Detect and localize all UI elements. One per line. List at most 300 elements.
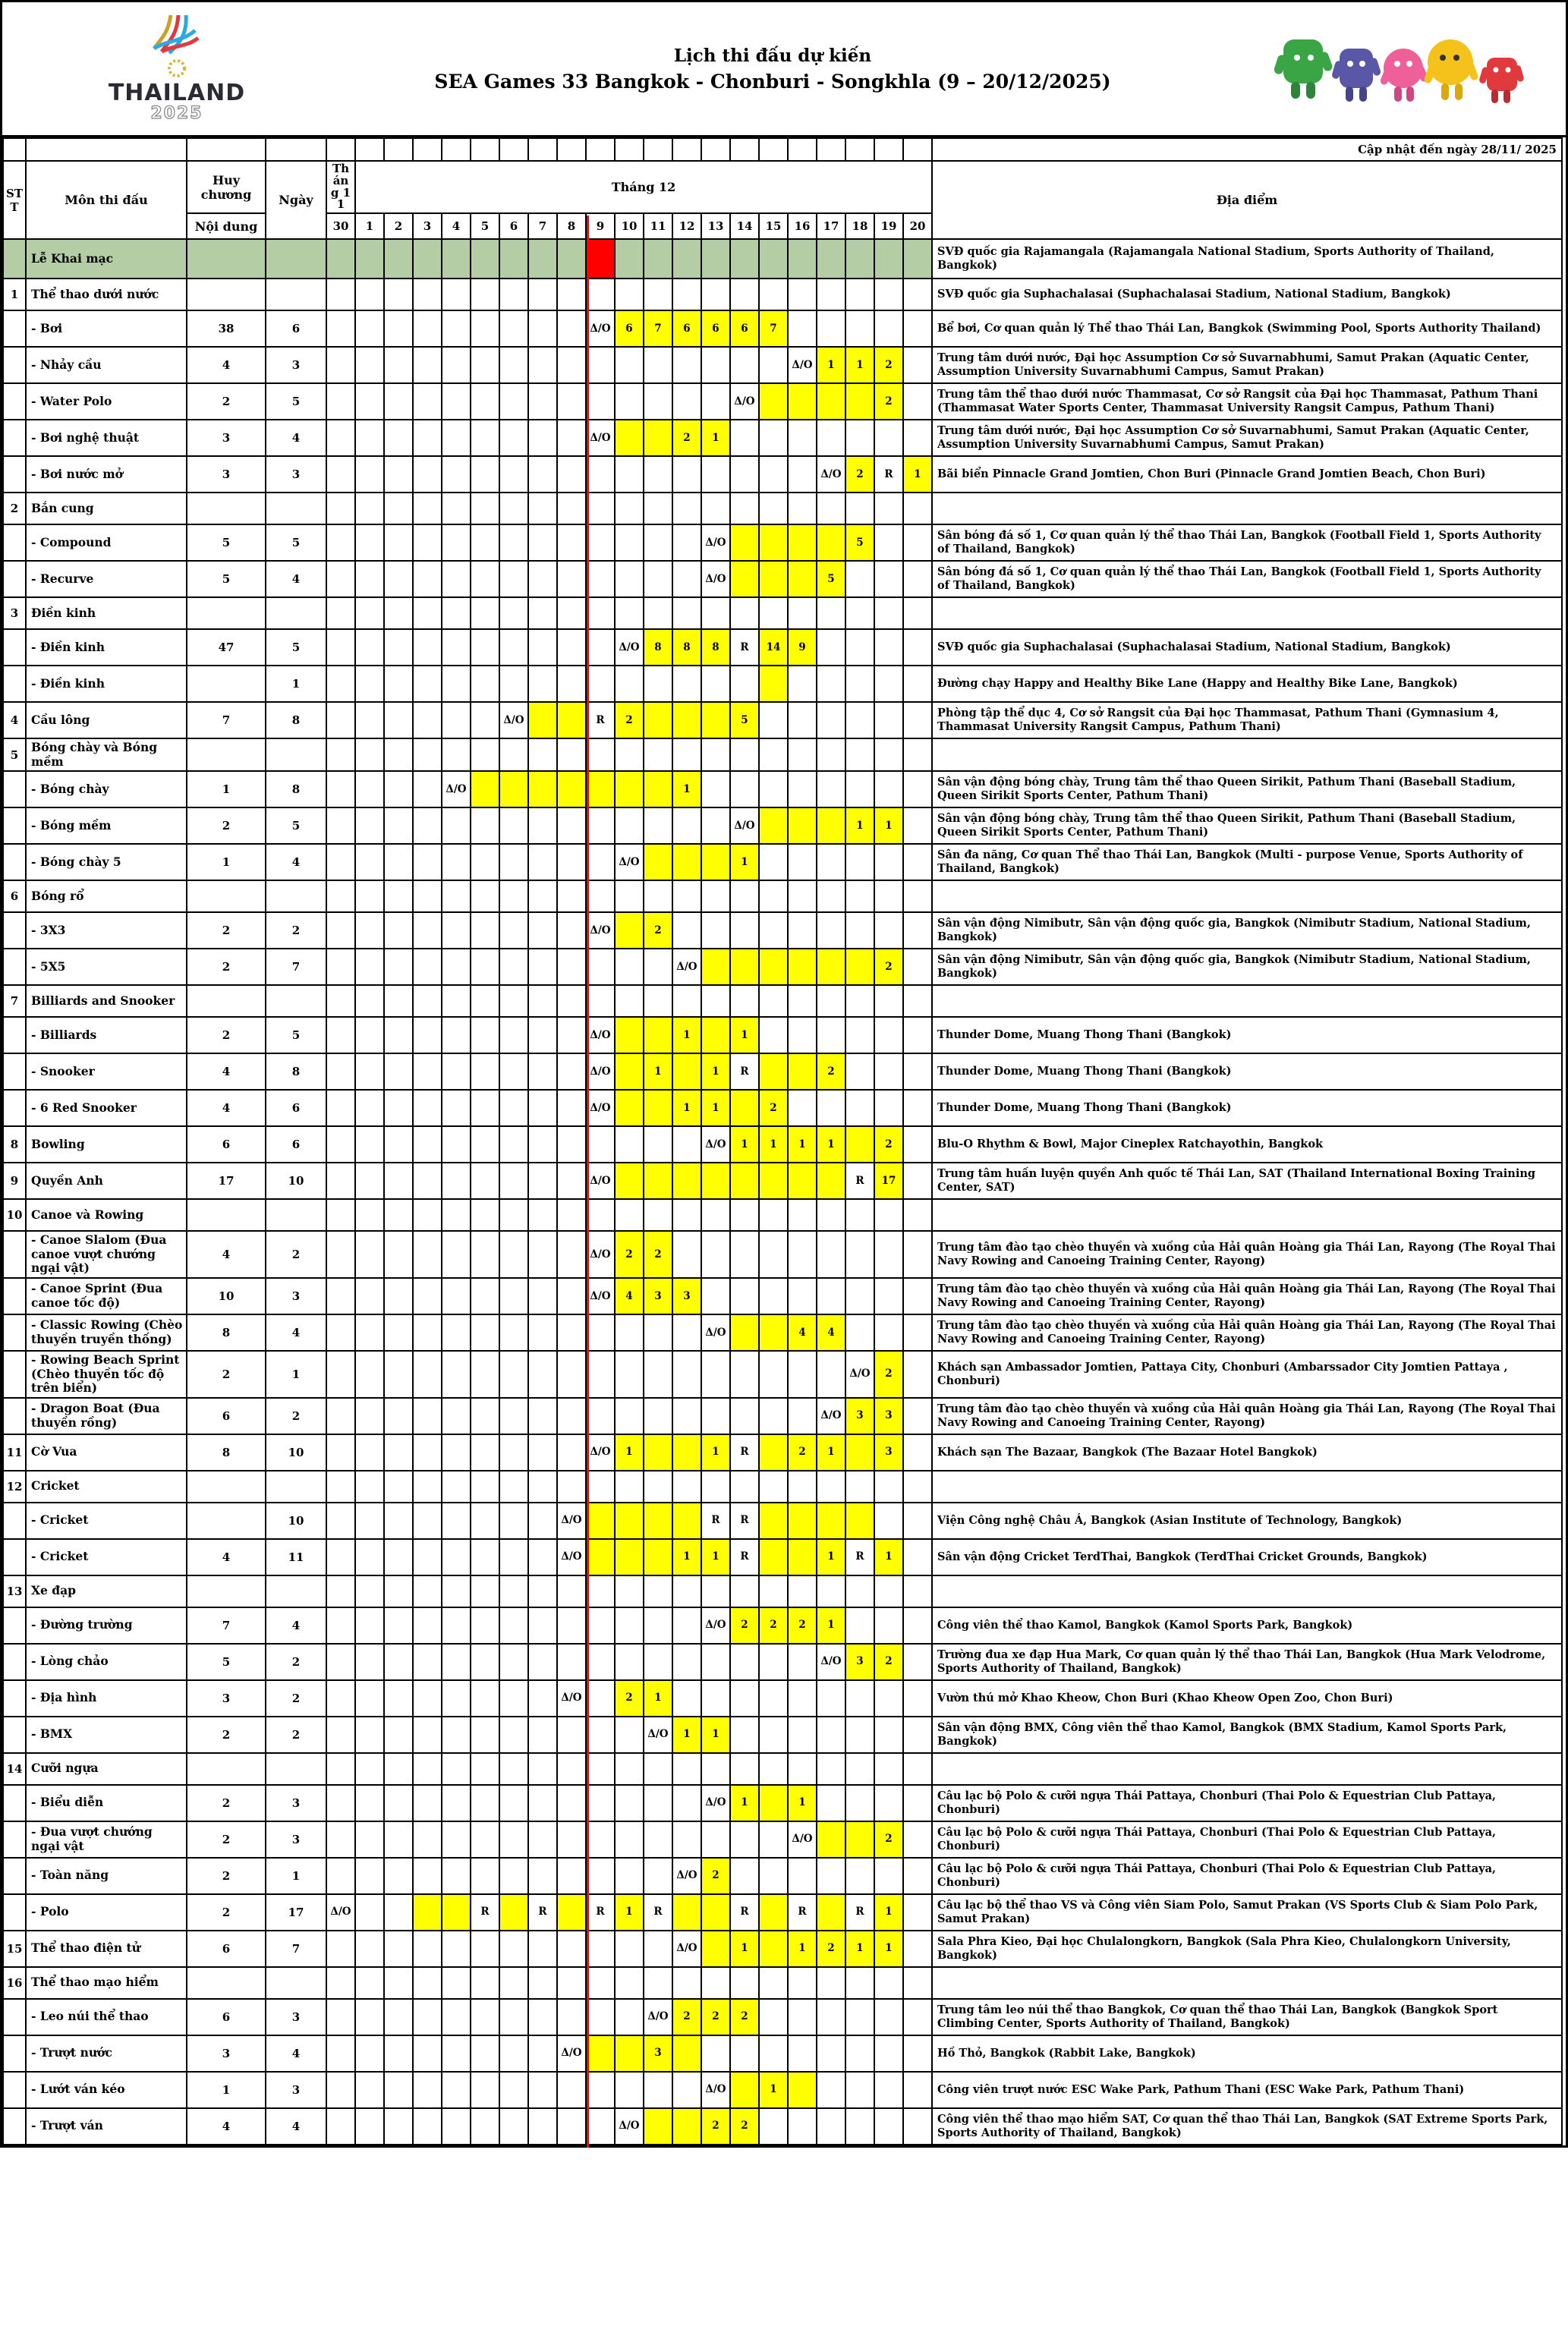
- day-cell-20: [903, 239, 932, 279]
- sport-name-cell: Xe đạp: [26, 1575, 187, 1607]
- day-cell-1: [355, 1821, 384, 1858]
- day-cell-9: R: [586, 1894, 615, 1931]
- day-count-cell: [266, 880, 326, 912]
- day-cell-9: [586, 1821, 615, 1858]
- day-cell-5: [471, 1607, 499, 1644]
- venue-cell: Trung tâm đào tạo chèo thuyền và xuồng của Hải quân Hoàng gia Thái Lan, Rayong (The Royal Thai Navy Rowing and Canoeing Training Center, Rayong): [932, 1398, 1562, 1434]
- day-header-3: 3: [413, 213, 442, 239]
- stt-cell: 8: [3, 1126, 26, 1163]
- day-cell-5: [471, 1231, 499, 1278]
- event-row: [3, 1398, 1562, 1434]
- day-cell-5: [471, 1053, 499, 1090]
- sport-name-cell: Thể thao điện tử: [26, 1931, 187, 1967]
- day-cell-15: [759, 1163, 788, 1199]
- day-cell-7: [528, 1680, 557, 1717]
- day-cell-5: [471, 1644, 499, 1680]
- medal-count-cell: 3: [187, 1680, 266, 1717]
- day-cell-19: [874, 771, 903, 807]
- day-cell-12: [672, 1434, 701, 1471]
- day-cell-16: [788, 493, 817, 524]
- day-cell-12: Δ/O: [672, 949, 701, 985]
- day-cell-2: [384, 1894, 413, 1931]
- day-cell-11: [644, 949, 672, 985]
- medal-count-cell: 2: [187, 1858, 266, 1894]
- day-cell-18: [845, 1126, 874, 1163]
- day-cell-5: [471, 310, 499, 347]
- day-cell-10: [615, 347, 644, 383]
- day-cell-4: [442, 1999, 471, 2035]
- day-cell-15: 2: [759, 1090, 788, 1126]
- sport-name-cell: - Snooker: [26, 1053, 187, 1090]
- day-cell-9: [586, 880, 615, 912]
- day-cell-13: [701, 456, 730, 493]
- medal-count-cell: 5: [187, 561, 266, 597]
- day-cell-14: [730, 524, 759, 561]
- day-cell-3: [413, 1126, 442, 1163]
- day-cell-14: [730, 1278, 759, 1314]
- day-cell-6: [499, 1858, 528, 1894]
- day-cell-20: [903, 1539, 932, 1575]
- day-cell-6: [499, 1278, 528, 1314]
- day-cell-16: [788, 1278, 817, 1314]
- col-header-day: Ngày: [266, 161, 326, 239]
- day-cell-13: [701, 1931, 730, 1967]
- day-cell-5: [471, 1471, 499, 1503]
- day-cell-30: [326, 383, 355, 420]
- stt-cell: [3, 1717, 26, 1753]
- day-cell-2: [384, 1434, 413, 1471]
- day-cell-6: [499, 1314, 528, 1351]
- day-cell-7: [528, 807, 557, 844]
- day-cell-8: [557, 912, 586, 949]
- day-cell-13: 6: [701, 310, 730, 347]
- day-cell-3: [413, 738, 442, 771]
- day-cell-1: [355, 629, 384, 666]
- day-cell-20: [903, 1314, 932, 1351]
- day-cell-15: [759, 1785, 788, 1821]
- day-cell-19: [874, 1503, 903, 1539]
- day-cell-17: [817, 2108, 845, 2145]
- day-cell-13: [701, 2035, 730, 2072]
- day-cell-8: [557, 1398, 586, 1434]
- day-cell-20: [903, 2072, 932, 2108]
- day-cell-6: [499, 1680, 528, 1717]
- venue-cell: [932, 597, 1562, 629]
- sport-group-row: [3, 1967, 1562, 1999]
- day-cell-7: [528, 1278, 557, 1314]
- day-cell-6: [499, 2072, 528, 2108]
- day-cell-15: [759, 1931, 788, 1967]
- day-cell-3: [413, 629, 442, 666]
- event-row: [3, 2035, 1562, 2072]
- day-cell-4: [442, 702, 471, 738]
- day-cell-14: [730, 1471, 759, 1503]
- day-cell-2: [384, 629, 413, 666]
- day-cell-7: [528, 2035, 557, 2072]
- day-cell-13: [701, 1398, 730, 1434]
- day-cell-3: [413, 561, 442, 597]
- day-cell-6: [499, 347, 528, 383]
- day-cell-16: 2: [788, 1607, 817, 1644]
- col-header-content: Nội dung: [187, 213, 266, 239]
- day-cell-14: [730, 347, 759, 383]
- day-cell-18: [845, 1090, 874, 1126]
- day-cell-16: 4: [788, 1314, 817, 1351]
- day-cell-8: [557, 597, 586, 629]
- day-cell-9: [586, 1503, 615, 1539]
- stt-cell: [3, 1821, 26, 1858]
- day-cell-13: [701, 1680, 730, 1717]
- day-cell-6: [499, 985, 528, 1017]
- day-cell-14: [730, 456, 759, 493]
- day-cell-6: [499, 1539, 528, 1575]
- day-cell-17: [817, 1503, 845, 1539]
- stt-cell: [3, 1398, 26, 1434]
- day-cell-3: [413, 1090, 442, 1126]
- sport-name-cell: - Bơi: [26, 310, 187, 347]
- day-count-cell: 2: [266, 1644, 326, 1680]
- medal-count-cell: [187, 1753, 266, 1785]
- day-cell-16: 1: [788, 1785, 817, 1821]
- day-cell-20: [903, 666, 932, 702]
- day-cell-3: [413, 1717, 442, 1753]
- day-cell-20: [903, 1163, 932, 1199]
- stt-cell: [3, 1680, 26, 1717]
- day-cell-7: [528, 2108, 557, 2145]
- day-cell-10: [615, 985, 644, 1017]
- day-cell-1: [355, 561, 384, 597]
- day-cell-11: [644, 347, 672, 383]
- day-cell-16: Δ/O: [788, 347, 817, 383]
- day-cell-13: [701, 597, 730, 629]
- day-cell-5: [471, 985, 499, 1017]
- sport-group-row: [3, 597, 1562, 629]
- day-cell-16: [788, 880, 817, 912]
- day-cell-14: [730, 561, 759, 597]
- day-cell-8: [557, 1575, 586, 1607]
- day-cell-7: [528, 493, 557, 524]
- day-cell-15: [759, 420, 788, 456]
- day-cell-7: [528, 738, 557, 771]
- day-cell-4: [442, 629, 471, 666]
- day-cell-10: [615, 1017, 644, 1053]
- day-cell-15: [759, 844, 788, 880]
- day-cell-10: [615, 1090, 644, 1126]
- day-cell-8: [557, 1999, 586, 2035]
- day-cell-17: [817, 912, 845, 949]
- update-row-day-17: [817, 138, 845, 161]
- day-cell-9: [586, 1967, 615, 1999]
- day-cell-30: [326, 1434, 355, 1471]
- medal-count-cell: 3: [187, 456, 266, 493]
- day-cell-1: [355, 1717, 384, 1753]
- day-header-10: 10: [615, 213, 644, 239]
- day-cell-11: [644, 1398, 672, 1434]
- day-cell-9: [586, 1999, 615, 2035]
- day-cell-9: [586, 1351, 615, 1398]
- day-cell-1: [355, 1894, 384, 1931]
- day-cell-3: [413, 1053, 442, 1090]
- event-row: [3, 1053, 1562, 1090]
- day-cell-9: [586, 1858, 615, 1894]
- day-cell-15: [759, 1753, 788, 1785]
- sport-name-cell: - Canoe Sprint (Đua canoe tốc độ): [26, 1278, 187, 1314]
- day-cell-8: Δ/O: [557, 1539, 586, 1575]
- day-cell-11: [644, 1163, 672, 1199]
- update-row-day-19: [874, 138, 903, 161]
- day-cell-15: [759, 2035, 788, 2072]
- medal-count-cell: [187, 666, 266, 702]
- day-cell-7: [528, 985, 557, 1017]
- day-count-cell: 4: [266, 844, 326, 880]
- day-cell-18: R: [845, 1163, 874, 1199]
- day-count-cell: 2: [266, 912, 326, 949]
- day-cell-18: R: [845, 1894, 874, 1931]
- thailand-2025-logo: [78, 14, 276, 123]
- day-cell-12: [672, 702, 701, 738]
- day-cell-15: [759, 1644, 788, 1680]
- day-cell-17: [817, 597, 845, 629]
- day-cell-13: [701, 1575, 730, 1607]
- day-cell-12: [672, 1126, 701, 1163]
- day-cell-15: [759, 1999, 788, 2035]
- day-cell-19: [874, 1199, 903, 1231]
- sport-group-row: [3, 985, 1562, 1017]
- day-cell-1: [355, 1931, 384, 1967]
- stt-cell: 14: [3, 1753, 26, 1785]
- day-cell-11: 7: [644, 310, 672, 347]
- day-cell-13: [701, 383, 730, 420]
- day-cell-11: [644, 985, 672, 1017]
- day-cell-30: [326, 629, 355, 666]
- day-cell-5: [471, 1575, 499, 1607]
- sport-group-row: [3, 1471, 1562, 1503]
- medal-count-cell: 5: [187, 1644, 266, 1680]
- day-cell-6: [499, 239, 528, 279]
- sport-group-row: [3, 279, 1562, 310]
- day-cell-9: [586, 2072, 615, 2108]
- stt-cell: [3, 2035, 26, 2072]
- day-count-cell: 6: [266, 310, 326, 347]
- day-cell-1: [355, 2108, 384, 2145]
- day-cell-17: [817, 1163, 845, 1199]
- day-count-cell: 1: [266, 1858, 326, 1894]
- day-cell-17: [817, 880, 845, 912]
- day-cell-12: 1: [672, 1539, 701, 1575]
- day-cell-20: [903, 383, 932, 420]
- stt-cell: [3, 666, 26, 702]
- stt-cell: [3, 2108, 26, 2145]
- day-cell-14: [730, 738, 759, 771]
- event-row: [3, 1278, 1562, 1314]
- day-cell-2: [384, 1163, 413, 1199]
- event-row: [3, 771, 1562, 807]
- day-cell-19: [874, 880, 903, 912]
- sport-name-cell: Billiards and Snooker: [26, 985, 187, 1017]
- day-cell-20: [903, 1090, 932, 1126]
- day-cell-3: [413, 807, 442, 844]
- day-cell-3: [413, 1351, 442, 1398]
- day-cell-14: [730, 1753, 759, 1785]
- day-cell-8: [557, 2072, 586, 2108]
- medal-count-cell: 10: [187, 1278, 266, 1314]
- day-cell-12: [672, 1163, 701, 1199]
- day-cell-30: [326, 1821, 355, 1858]
- day-cell-3: [413, 1858, 442, 1894]
- day-cell-6: [499, 1821, 528, 1858]
- update-row-spacer: [187, 138, 266, 161]
- day-cell-12: [672, 493, 701, 524]
- day-cell-1: [355, 1434, 384, 1471]
- day-cell-5: R: [471, 1894, 499, 1931]
- day-cell-10: [615, 1126, 644, 1163]
- venue-cell: Phòng tập thể dục 4, Cơ sở Rangsit của Đại học Thammasat, Pathum Thani (Gymnasium 4, Thammasat University Rangsit Campus, Pathum Thani): [932, 702, 1562, 738]
- day-cell-30: [326, 2035, 355, 2072]
- day-cell-13: [701, 1644, 730, 1680]
- day-cell-14: 1: [730, 844, 759, 880]
- day-cell-30: [326, 597, 355, 629]
- event-row: [3, 666, 1562, 702]
- day-cell-30: [326, 949, 355, 985]
- day-cell-12: 2: [672, 1999, 701, 2035]
- day-cell-12: [672, 456, 701, 493]
- day-cell-13: 2: [701, 1999, 730, 2035]
- day-cell-30: [326, 1126, 355, 1163]
- day-cell-2: [384, 383, 413, 420]
- stt-cell: 3: [3, 597, 26, 629]
- day-cell-12: [672, 985, 701, 1017]
- day-cell-18: [845, 561, 874, 597]
- day-cell-10: [615, 880, 644, 912]
- day-cell-7: [528, 1351, 557, 1398]
- day-cell-16: [788, 1017, 817, 1053]
- event-row: [3, 807, 1562, 844]
- day-cell-18: [845, 629, 874, 666]
- day-count-cell: [266, 597, 326, 629]
- sport-name-cell: Lễ Khai mạc: [26, 239, 187, 279]
- day-cell-2: [384, 738, 413, 771]
- day-cell-5: [471, 1017, 499, 1053]
- sport-name-cell: - Canoe Slalom (Đua canoe vượt chướng ngại vật): [26, 1231, 187, 1278]
- day-cell-5: [471, 561, 499, 597]
- day-cell-19: [874, 1231, 903, 1278]
- day-count-cell: 4: [266, 1314, 326, 1351]
- stt-cell: 4: [3, 702, 26, 738]
- day-cell-12: [672, 880, 701, 912]
- day-cell-5: [471, 420, 499, 456]
- day-cell-20: [903, 949, 932, 985]
- day-cell-16: [788, 807, 817, 844]
- day-cell-14: 1: [730, 1931, 759, 1967]
- event-row: [3, 1999, 1562, 2035]
- day-cell-18: [845, 1821, 874, 1858]
- day-cell-10: [615, 738, 644, 771]
- day-cell-9: [586, 1539, 615, 1575]
- day-cell-10: [615, 597, 644, 629]
- day-cell-4: [442, 1717, 471, 1753]
- day-cell-6: [499, 383, 528, 420]
- day-cell-1: [355, 1967, 384, 1999]
- venue-cell: Viện Công nghệ Châu Á, Bangkok (Asian Institute of Technology, Bangkok): [932, 1503, 1562, 1539]
- day-cell-18: [845, 2072, 874, 2108]
- day-cell-4: [442, 738, 471, 771]
- day-cell-6: [499, 279, 528, 310]
- day-cell-9: [586, 1199, 615, 1231]
- sport-name-cell: - 5X5: [26, 949, 187, 985]
- day-count-cell: 7: [266, 1931, 326, 1967]
- day-cell-6: [499, 1503, 528, 1539]
- day-cell-1: [355, 456, 384, 493]
- day-cell-10: [615, 1967, 644, 1999]
- day-cell-30: [326, 985, 355, 1017]
- day-cell-1: [355, 1858, 384, 1894]
- day-count-cell: 1: [266, 1351, 326, 1398]
- day-cell-30: [326, 738, 355, 771]
- venue-cell: Sân vận động Nimibutr, Sân vận động quốc gia, Bangkok (Nimibutr Stadium, National Stadium, Bangkok): [932, 949, 1562, 985]
- venue-cell: Câu lạc bộ thể thao VS và Công viên Siam Polo, Samut Prakan (VS Sports Club & Siam Polo Park, Samut Prakan): [932, 1894, 1562, 1931]
- day-cell-17: [817, 1199, 845, 1231]
- day-cell-13: 1: [701, 1717, 730, 1753]
- day-cell-14: [730, 597, 759, 629]
- day-cell-7: [528, 1717, 557, 1753]
- day-cell-12: [672, 383, 701, 420]
- day-cell-12: [672, 1680, 701, 1717]
- day-cell-2: [384, 1090, 413, 1126]
- event-row: [3, 1894, 1562, 1931]
- day-cell-8: [557, 1644, 586, 1680]
- medal-count-cell: 1: [187, 2072, 266, 2108]
- day-cell-13: Δ/O: [701, 524, 730, 561]
- stt-cell: [3, 524, 26, 561]
- day-cell-6: [499, 1434, 528, 1471]
- sport-group-row: [3, 1199, 1562, 1231]
- day-cell-11: 1: [644, 1053, 672, 1090]
- day-cell-17: 2: [817, 1931, 845, 1967]
- update-row-day-14: [730, 138, 759, 161]
- day-cell-9: Δ/O: [586, 420, 615, 456]
- day-cell-17: [817, 1017, 845, 1053]
- day-cell-10: [615, 1644, 644, 1680]
- day-cell-10: [615, 2072, 644, 2108]
- day-cell-3: [413, 1607, 442, 1644]
- sport-group-row: [3, 493, 1562, 524]
- day-cell-7: [528, 1053, 557, 1090]
- stt-cell: [3, 420, 26, 456]
- day-cell-9: [586, 771, 615, 807]
- day-cell-5: [471, 1931, 499, 1967]
- day-cell-1: [355, 1539, 384, 1575]
- day-cell-16: [788, 844, 817, 880]
- stt-cell: [3, 1785, 26, 1821]
- day-cell-16: [788, 1967, 817, 1999]
- day-cell-7: [528, 629, 557, 666]
- day-cell-6: [499, 1471, 528, 1503]
- day-cell-15: [759, 597, 788, 629]
- day-cell-5: [471, 239, 499, 279]
- day-cell-10: [615, 1314, 644, 1351]
- day-cell-9: [586, 456, 615, 493]
- day-cell-18: 5: [845, 524, 874, 561]
- stt-cell: 1: [3, 279, 26, 310]
- day-cell-2: [384, 279, 413, 310]
- day-cell-3: [413, 1821, 442, 1858]
- stt-cell: [3, 456, 26, 493]
- day-count-cell: 5: [266, 524, 326, 561]
- day-cell-30: [326, 1090, 355, 1126]
- day-cell-3: [413, 771, 442, 807]
- day-cell-9: [586, 561, 615, 597]
- day-cell-17: [817, 524, 845, 561]
